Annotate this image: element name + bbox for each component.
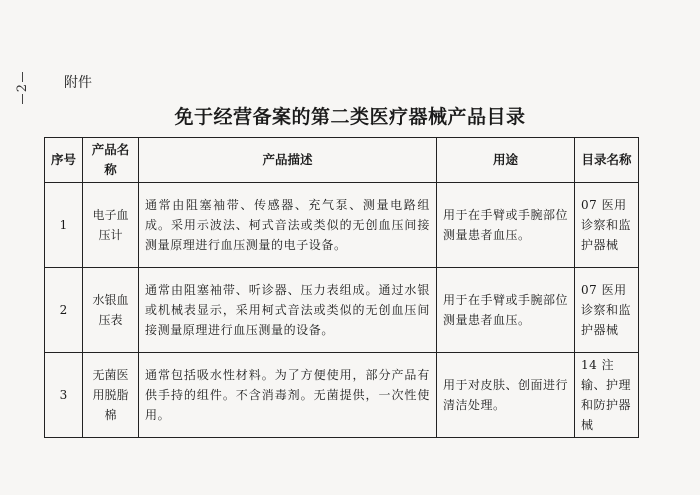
row-description: 通常包括吸水性材料。为了方便使用，部分产品有供手持的组件。不含消毒剂。无菌提供，一次性使用。 <box>139 353 437 438</box>
page-number <box>15 70 29 106</box>
row-product-name: 电子血压计 <box>83 183 139 268</box>
row-product-name: 无菌医用脱脂棉 <box>83 353 139 438</box>
row-num: 2 <box>45 268 83 353</box>
table-row <box>45 268 639 353</box>
header-category: 目录名称 <box>575 138 639 183</box>
header-use: 用途 <box>437 138 575 183</box>
row-category: 07 医用诊察和监护器械 <box>575 183 639 268</box>
table-row <box>45 183 639 268</box>
row-num: 1 <box>45 183 83 268</box>
row-use: 用于在手臂或手腕部位测量患者血压。 <box>437 268 575 353</box>
row-category: 14 注输、护理和防护器械 <box>575 353 639 438</box>
row-description: 通常由阻塞袖带、听诊器、压力表组成。通过水银或机械表显示，采用柯式音法或类似的无创血压间接测量原理进行血压测量的设备。 <box>139 268 437 353</box>
page-number-dash-top <box>22 72 23 82</box>
row-description: 通常由阻塞袖带、传感器、充气泵、测量电路组成。采用示波法、柯式音法或类似的无创血压间接测量原理进行血压测量的电子设备。 <box>139 183 437 268</box>
row-use: 用于在手臂或手腕部位测量患者血压。 <box>437 183 575 268</box>
document-title: 免于经营备案的第二类医疗器械产品目录 <box>174 106 526 128</box>
row-use: 用于对皮肤、创面进行清洁处理。 <box>437 353 575 438</box>
row-product-name: 水银血压表 <box>83 268 139 353</box>
table-header-row <box>45 138 639 183</box>
table-row <box>45 353 639 438</box>
header-num: 序号 <box>45 138 83 183</box>
row-category: 07 医用诊察和监护器械 <box>575 268 639 353</box>
row-num: 3 <box>45 353 83 438</box>
page-number-value: 2 <box>14 84 30 93</box>
attachment-label: 附件 <box>64 75 92 91</box>
header-name: 产品名称 <box>83 138 139 183</box>
product-catalog-table <box>44 137 639 438</box>
header-desc: 产品描述 <box>139 138 437 183</box>
